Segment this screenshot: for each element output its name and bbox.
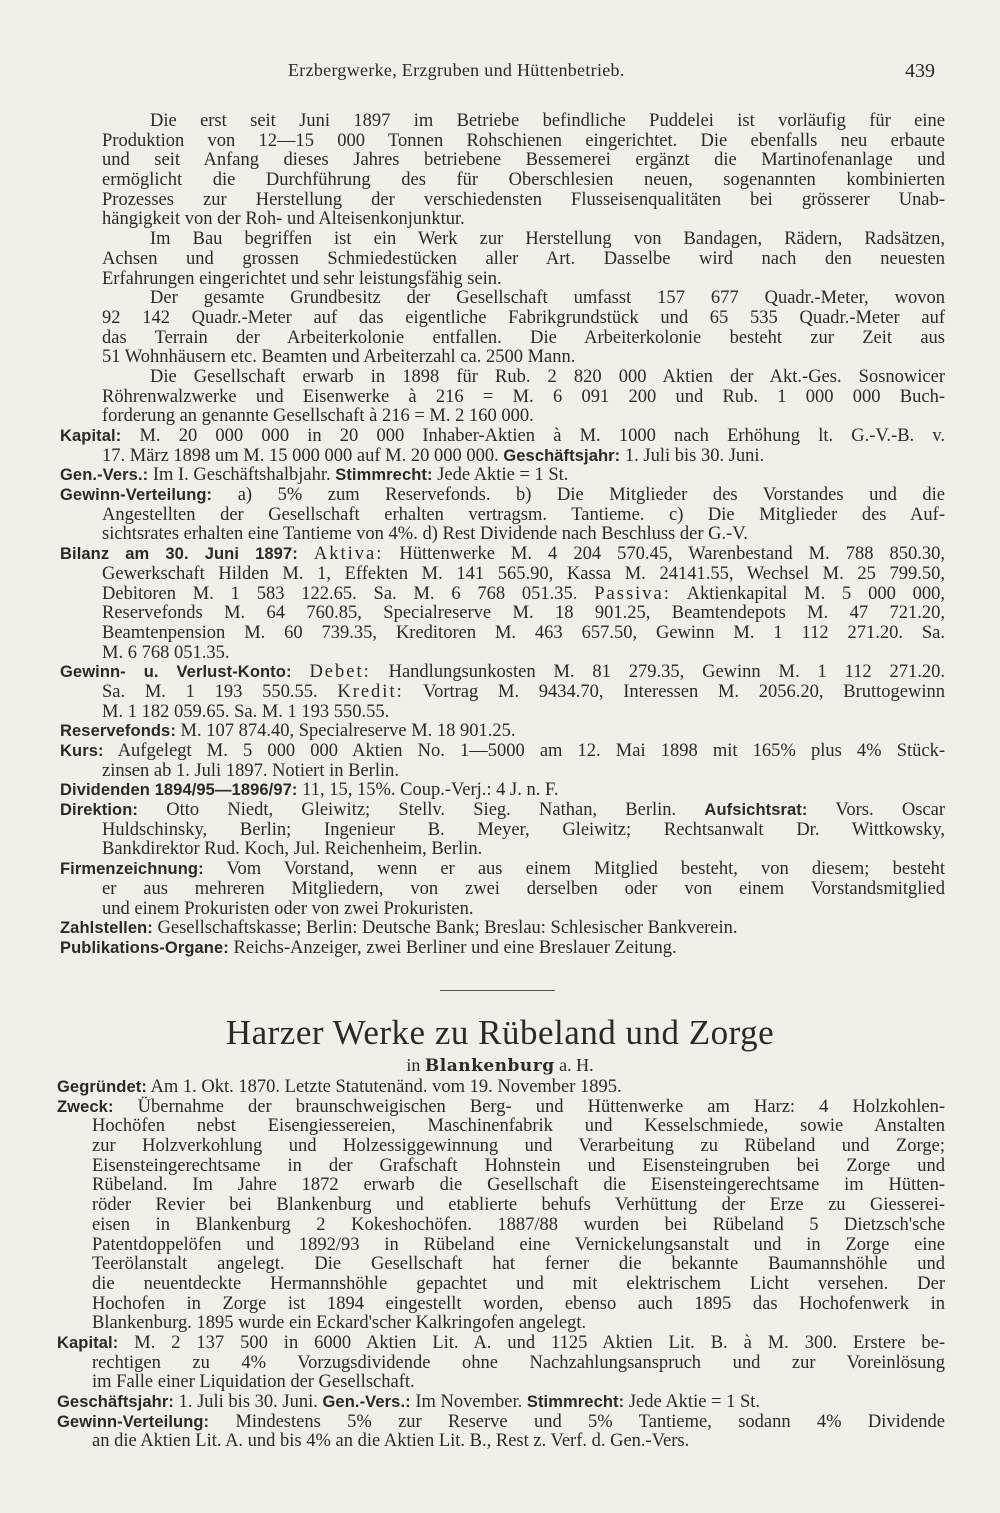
text-run: Gesellschaftskasse; Berlin: Deutsche Bank; Breslau: Schlesischer Bankverein. [152, 918, 738, 939]
text-line [150, 112, 945, 132]
entry [60, 722, 945, 742]
text-line [60, 939, 945, 959]
text-line [102, 624, 945, 644]
subtitle-prefix: in [406, 1055, 421, 1075]
text-line [60, 860, 945, 880]
text-run: forderung an genannte Gesellschaft à 216 = M. 2 160 000. [102, 406, 534, 427]
text-run: Sa. M. 1 193 550.55. [102, 681, 338, 702]
text-line [102, 900, 945, 920]
text-run: Im I. Geschäftshalbjahr. [148, 465, 336, 486]
text-line [102, 762, 945, 782]
text-run: er aus mehreren Mitgliedern, von zwei derselben oder von einem Vorstandsmitglied [102, 878, 945, 899]
entry-label: Gegründet: [57, 1078, 147, 1096]
entry-label: Geschäftsjahr: [57, 1393, 174, 1411]
entry [57, 1098, 945, 1334]
text-run: Prozesses zur Herstellung der verschiedensten Flusseisenqualitäten bei grösserer Unab- [102, 189, 945, 210]
text-run: M. 20 000 000 in 20 000 Inhaber-Aktien à M. 1000 nach Erhöhung lt. G.-V.-B. v. [121, 426, 945, 446]
text-line [92, 1157, 945, 1177]
text-run: Am 1. Okt. 1870. Letzte Statutenänd. vom 19. November 1895. [146, 1077, 622, 1097]
text-line [92, 1137, 945, 1157]
entry [60, 663, 945, 722]
text-run: M. 2 137 500 in 6000 Aktien Lit. A. und 1125 Aktien Lit. B. à M. 300. Erstere be- [118, 1332, 945, 1353]
text-run: a) 5% zum Reservefonds. b) Die Mitglieder des Vorstandes und die [212, 485, 945, 506]
text-run: Jede Aktie = 1 St. [432, 465, 569, 486]
entry [57, 1334, 945, 1393]
entry-label: Publikations-Organe: [60, 938, 229, 957]
text-run: Hochofen in Zorge ist 1894 eingestellt worden, ebenso auch 1895 das Hochofenwerk in [92, 1293, 945, 1314]
spaced-label: Aktiva: [313, 544, 384, 565]
text-line [92, 1255, 945, 1275]
text-line [102, 821, 945, 841]
text-run: Vors. Oscar [807, 800, 945, 821]
entry-label: Reservefonds: [60, 722, 176, 741]
entry [60, 860, 945, 919]
text-run: 1. Juli bis 30. Juni. [620, 445, 765, 466]
text-run: ermöglicht die Durchführung des für Oberschlesien neuen, sogenannten kombinierten [102, 170, 945, 191]
entry [57, 1078, 945, 1098]
text-run: Bankdirektor Rud. Koch, Jul. Reichenheim, Berlin. [102, 839, 483, 860]
text-run: Aktienkapital M. 5 000 000, [670, 583, 946, 604]
text-line [60, 722, 945, 742]
text-run: Achsen und grossen Schmiedestücken aller Art. Dasselbe wird nach den neuesten [102, 248, 945, 269]
text-run: M. 1 182 059.65. Sa. M. 1 193 550.55. [102, 701, 390, 722]
text-run: Produktion von 12—15 000 Tonnen Rohschienen eingerichtet. Die ebenfalls neu erbaute [102, 130, 945, 151]
text-run: Eisensteingerechtsame in der Grafschaft Hohnstein und Eisensteingruben bei Zorge und [92, 1155, 945, 1176]
entry-label: Gewinn- u. Verlust-Konto: [60, 663, 292, 682]
company-location [0, 1055, 1000, 1076]
text-run: Gewerkschaft Hilden M. 1, Effekten M. 141 565.90, Kassa M. 24141.55, Wechsel M. 25 799.50, [102, 563, 945, 584]
text-line [92, 1295, 945, 1315]
text-run: Huldschinsky, Berlin; Ingenieur B. Meyer, Gleiwitz; Rechtsanwalt Dr. Wittkowsky, [102, 819, 945, 840]
text-line [102, 250, 945, 270]
page-number: 439 [905, 60, 935, 82]
text-run [292, 662, 310, 682]
text-line [102, 210, 945, 230]
company-title: Harzer Werke zu Rübeland und Zorge [225, 1013, 775, 1052]
entry [60, 781, 945, 801]
text-line [92, 1176, 945, 1196]
text-line [92, 1196, 945, 1216]
text-run: zur Holzverkohlung und Holzessiggewinnung und Verarbeitung zu Rübeland und Zorge; [92, 1136, 945, 1157]
text-run: Vom Vorstand, wenn er aus einem Mitglied besteht, von diesem; besteht [203, 859, 945, 880]
text-line [102, 506, 945, 526]
text-line [102, 447, 945, 467]
subtitle-city: Blankenburg [424, 1056, 555, 1076]
text-run: Röhrenwalzwerke und Eisenwerke à 216 = M. 6 091 200 und Rub. 1 000 000 Buch- [102, 386, 945, 407]
text-run: Jede Aktie = 1 St. [624, 1392, 761, 1412]
entry-label: Bilanz am 30. Juni 1897: [60, 545, 298, 564]
text-line [60, 801, 945, 821]
entry-label: Gen.-Vers.: [322, 1393, 411, 1411]
text-run: Angestellten der Gesellschaft erhalten vertragsm. Tantieme. c) Die Mitglieder des Auf- [102, 504, 945, 525]
entry [57, 1413, 945, 1452]
text-line [102, 840, 945, 860]
text-run: 11, 15, 15%. Coup.-Verj.: 4 J. n. F. [297, 780, 559, 801]
text-run: Im Bau begriffen ist ein Werk zur Herstellung von Bandagen, Rädern, Radsätzen, [150, 229, 945, 250]
text-line [57, 1393, 945, 1413]
text-line [60, 919, 945, 939]
entry-label: Kapital: [60, 427, 122, 445]
text-line [102, 309, 945, 329]
text-line [60, 427, 945, 447]
text-line [102, 703, 945, 723]
entry [60, 801, 945, 860]
text-line [102, 388, 945, 408]
text-run: Otto Niedt, Gleiwitz; Stellv. Sieg. Nathan, Berlin. [138, 800, 705, 821]
text-run: Mindestens 5% zur Reserve und 5% Tantieme, sodann 4% Dividende [209, 1411, 945, 1432]
spaced-label: Debet: [309, 662, 371, 683]
text-run: die neuentdeckte Hermannshöhle gepachtet und mit elektrischem Licht versehen. Der [92, 1273, 945, 1294]
text-line [150, 230, 945, 250]
entry-label: Stimmrecht: [526, 1393, 625, 1411]
text-line [60, 742, 945, 762]
text-run: Der gesamte Grundbesitz der Gesellschaft umfasst 157 677 Quadr.-Meter, wovon [150, 288, 945, 309]
entry-label: Gen.-Vers.: [60, 466, 149, 485]
text-line [60, 663, 945, 683]
text-line [92, 1117, 945, 1137]
text-line [102, 151, 945, 171]
entry-label: Zahlstellen: [60, 919, 153, 938]
text-line [57, 1334, 945, 1354]
entry [60, 427, 945, 466]
entry-label: Kurs: [60, 742, 104, 760]
text-line [102, 348, 945, 368]
running-title: Erzbergwerke, Erzgruben und Hüttenbetrieb. [288, 60, 625, 80]
text-run: Die Gesellschaft erwarb in 1898 für Rub. 2 820 000 Aktien der Akt.-Ges. Sosnowicer [150, 366, 945, 387]
text-line [102, 683, 945, 703]
paragraph [60, 112, 945, 230]
text-run: Handlungsunkosten M. 81 279.35, Gewinn M. 1 112 271.20. [370, 662, 946, 683]
text-run: Aufgelegt M. 5 000 000 Aktien No. 1—5000 am 12. Mai 1898 mit 165% plus 4% Stück- [103, 741, 945, 761]
entry [60, 742, 945, 781]
text-line [102, 171, 945, 191]
text-run: 17. März 1898 um M. 15 000 000 auf M. 20 000 000. [102, 445, 504, 466]
subtitle-suffix: a. H. [559, 1055, 594, 1075]
text-line [102, 407, 945, 427]
entry-label: Gewinn-Verteilung: [60, 486, 213, 505]
text-line [92, 1314, 945, 1334]
text-line [102, 525, 945, 545]
text-line [102, 270, 945, 290]
text-line [92, 1432, 945, 1452]
text-line [102, 132, 945, 152]
text-line [102, 565, 945, 585]
text-line [150, 289, 945, 309]
entry-label: Aufsichtsrat: [704, 801, 808, 820]
entry-label: Direktion: [60, 801, 139, 820]
entry [60, 466, 945, 486]
text-line [57, 1078, 945, 1098]
text-run: und seit Anfang dieses Jahres betriebene Bessemerei ergänzt die Martinofenanlage und [102, 150, 945, 171]
text-run: rechtigen zu 4% Vorzugsdividende ohne Nachzahlungsanspruch und zur Voreinlösung [92, 1352, 945, 1373]
paragraph [60, 230, 945, 289]
text-run: Rübeland. Im Jahre 1872 erwarb die Gesellschaft die Eisensteingerechtsame im Hütten- [92, 1175, 945, 1196]
entry-label: Dividenden 1894/95—1896/97: [60, 781, 298, 800]
text-run: Teerölanstalt angelegt. Die Gesellschaft hat ferner die bekannte Baumannshöhle und [92, 1254, 945, 1275]
text-run: eisen in Blankenburg 2 Kokeshochöfen. 1887/88 wurden bei Rübeland 5 Dietzsch'sche [92, 1214, 945, 1235]
text-run: im Falle einer Liquidation der Gesellschaft. [92, 1372, 415, 1393]
entry [60, 919, 945, 939]
company-entry-harzer-werke [57, 1078, 945, 1452]
entry-label: Firmenzeichnung: [60, 860, 204, 879]
text-line [92, 1236, 945, 1256]
text-line [60, 545, 945, 565]
text-line [102, 880, 945, 900]
text-line [60, 486, 945, 506]
text-line [57, 1098, 945, 1118]
text-run: und einem Prokuristen oder von zwei Prokuristen. [102, 898, 474, 919]
text-run: Erfahrungen eingerichtet und sehr leistungsfähig sein. [102, 268, 502, 289]
running-header [0, 60, 1000, 86]
text-run: M. 6 768 051.35. [102, 642, 230, 663]
entry [60, 939, 945, 959]
text-run: Hochöfen nebst Eisengiessereien, Maschinenfabrik und Kesselschmiede, sowie Anstalten [92, 1116, 945, 1137]
text-line [92, 1216, 945, 1236]
entry [57, 1393, 945, 1413]
spaced-label: Passiva: [594, 583, 671, 604]
text-line [92, 1373, 945, 1393]
text-run: an die Aktien Lit. A. und bis 4% an die Aktien Lit. B., Rest z. Verf. d. Gen.-Vers. [92, 1431, 690, 1452]
text-run: Patentdoppelöfen und 1892/93 in Rübeland eine Vernickelungsanstalt und in Zorge eine [92, 1234, 945, 1255]
text-run: das Terrain der Arbeiterkolonie entfallen. Die Arbeiterkolonie besteht zur Zeit aus [102, 327, 945, 348]
text-line [92, 1275, 945, 1295]
text-run: Blankenburg. 1895 wurde ein Eckard'scher Kalkringofen angelegt. [92, 1313, 587, 1334]
text-run: Die erst seit Juni 1897 im Betriebe befindliche Puddelei ist vorläufig für eine [150, 111, 945, 131]
text-line [102, 191, 945, 211]
text-run: 1. Juli bis 30. Juni. [173, 1392, 323, 1412]
text-line [102, 329, 945, 349]
text-line [60, 781, 945, 801]
text-line [57, 1413, 945, 1433]
text-run: 51 Wohnhäusern etc. Beamten und Arbeiterzahl ca. 2500 Mann. [102, 347, 576, 368]
text-line [102, 604, 945, 624]
text-run: Beamtenpension M. 60 739.35, Kreditoren M. 463 657.50, Gewinn M. 1 112 271.20. Sa. [102, 622, 945, 643]
text-line [102, 585, 945, 605]
text-run: Reservefonds M. 64 760.85, Specialreserve M. 18 901.25, Beamtendepots M. 47 721.20, [102, 603, 945, 624]
text-run: Hüttenwerke M. 4 204 570.45, Warenbestand M. 788 850.30, [383, 544, 946, 565]
entry-label: Kapital: [57, 1333, 119, 1352]
text-run: sichtsrates erhalten eine Tantieme von 4%. d) Rest Dividende nach Beschluss der G.-V. [102, 524, 748, 545]
text-run: hängigkeit von der Roh- und Alteisenkonjunktur. [102, 209, 465, 230]
text-run: Reichs-Anzeiger, zwei Berliner und eine Breslauer Zeitung. [228, 937, 677, 958]
section-divider [440, 990, 555, 991]
text-run: Vortrag M. 9434.70, Interessen M. 2056.20, Bruttogewinn [403, 681, 945, 702]
entry [60, 486, 945, 545]
spaced-label: Kredit: [337, 681, 404, 702]
text-run: röder Revier bei Blankenburg und etablierte behufs Verhüttung der Erze zu Giesserei- [92, 1195, 945, 1216]
text-line [150, 368, 945, 388]
text-run: Im November. [410, 1392, 527, 1412]
entry [60, 545, 945, 663]
paragraph [60, 289, 945, 368]
text-run: M. 107 874.40, Specialreserve M. 18 901.25. [175, 721, 516, 742]
text-run: 92 142 Quadr.-Meter auf das eigentliche Fabrikgrundstück und 65 535 Quadr.-Meter auf [102, 307, 945, 328]
company-entry-continued [60, 112, 945, 959]
text-run: zinsen ab 1. Juli 1897. Notiert in Berlin. [102, 760, 399, 781]
text-line [102, 644, 945, 664]
entry-label: Stimmrecht: [335, 466, 433, 485]
text-run: Übernahme der braunschweigischen Berg- und Hüttenwerke am Harz: 4 Holzkohlen- [113, 1096, 945, 1117]
text-run: Debitoren M. 1 583 122.65. Sa. M. 6 768 051.35. [102, 583, 595, 604]
text-line [60, 466, 945, 486]
entry-label: Geschäftsjahr: [503, 446, 621, 465]
text-line [92, 1354, 945, 1374]
text-run [298, 544, 314, 564]
entry-label: Gewinn-Verteilung: [57, 1412, 210, 1431]
paragraph [60, 368, 945, 427]
entry-label: Zweck: [57, 1097, 114, 1116]
